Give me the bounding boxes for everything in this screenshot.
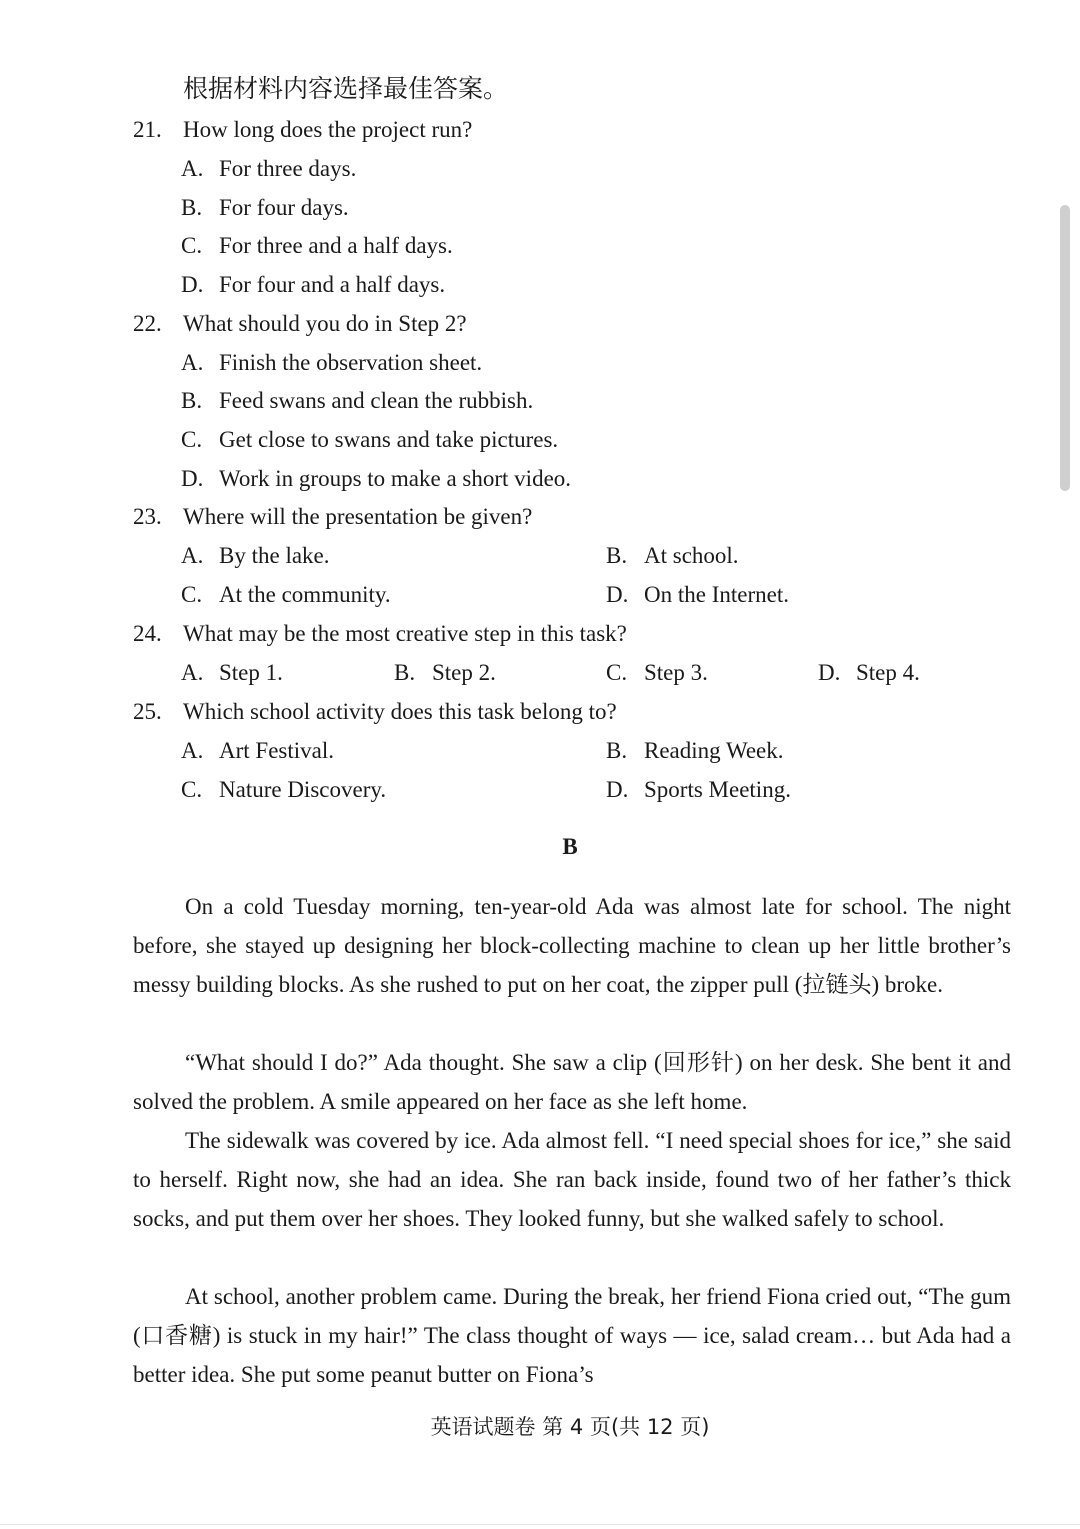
divider	[0, 1524, 1080, 1525]
option-22-b	[181, 386, 533, 416]
option-25-d	[606, 775, 791, 805]
question-text: How long does the project run?	[183, 117, 473, 142]
option-letter: A.	[181, 156, 204, 181]
option-letter: B.	[394, 660, 416, 685]
question-text: Where will the presentation be given?	[183, 504, 533, 529]
option-text: On the Internet.	[644, 582, 789, 607]
question-24	[133, 619, 627, 649]
question-21	[133, 115, 472, 145]
question-text: What may be the most creative step in this task?	[183, 621, 627, 646]
question-number: 25.	[133, 699, 162, 724]
question-number: 22.	[133, 311, 162, 336]
question-number: 23.	[133, 504, 162, 529]
question-number: 21.	[133, 117, 162, 142]
option-22-a	[181, 348, 482, 378]
option-21-b	[181, 193, 349, 223]
passage-paragraph-3: The sidewalk was covered by ice. Ada almost fell. “I need special shoes for ice,” she said to herself. Right now, she had an idea. She ran back inside, found two of her father’s thick socks, and put them over her shoes. They looked funny, but she walked safely to school.	[133, 1128, 1011, 1231]
option-21-d	[181, 270, 445, 300]
question-number: 24.	[133, 621, 162, 646]
option-25-b	[606, 736, 784, 766]
option-letter: C.	[181, 427, 203, 452]
option-21-a	[181, 154, 356, 184]
option-letter: B.	[181, 388, 203, 413]
option-text: Feed swans and clean the rubbish.	[219, 388, 534, 413]
option-24-d	[818, 658, 920, 688]
option-text: At the community.	[219, 582, 391, 607]
option-letter: A.	[181, 543, 204, 568]
option-text: Sports Meeting.	[644, 777, 791, 802]
option-letter: C.	[181, 777, 203, 802]
passage-paragraph-4: At school, another problem came. During the break, her friend Fiona cried out, “The gum (口香糖) is stuck in my hair!” The class thought of ways — ice, salad cream… but Ada had a better idea. She put some peanut butter on Fiona’s	[133, 1284, 1011, 1387]
option-text: Step 2.	[432, 660, 496, 685]
option-23-b	[606, 541, 739, 571]
option-letter: C.	[181, 233, 203, 258]
option-text: Nature Discovery.	[219, 777, 387, 802]
option-letter: C.	[606, 660, 628, 685]
option-23-d	[606, 580, 789, 610]
option-letter: B.	[181, 195, 203, 220]
section-title: B	[562, 834, 578, 859]
option-text: Reading Week.	[644, 738, 784, 763]
option-21-c	[181, 231, 453, 261]
option-text: Art Festival.	[219, 738, 334, 763]
option-letter: A.	[181, 738, 204, 763]
option-text: Step 4.	[856, 660, 920, 685]
option-letter: A.	[181, 660, 204, 685]
option-letter: D.	[181, 272, 204, 297]
option-text: Work in groups to make a short video.	[219, 466, 572, 491]
option-text: For three and a half days.	[219, 233, 453, 258]
question-22	[133, 309, 467, 339]
option-23-c	[181, 580, 391, 610]
option-letter: B.	[606, 543, 628, 568]
vertical-scrollbar[interactable]	[1060, 205, 1070, 491]
option-23-a	[181, 541, 330, 571]
option-22-d	[181, 464, 571, 494]
passage-paragraph-2: “What should I do?” Ada thought. She saw a clip (回形针) on her desk. She bent it and solved the problem. A smile appeared on her face as she left home.	[133, 1050, 1011, 1114]
option-letter: B.	[606, 738, 628, 763]
option-text: For four and a half days.	[219, 272, 446, 297]
option-24-b	[394, 658, 496, 688]
option-text: Finish the observation sheet.	[219, 350, 483, 375]
option-letter: D.	[606, 582, 629, 607]
option-letter: D.	[818, 660, 841, 685]
passage-paragraph-1: On a cold Tuesday morning, ten-year-old Ada was almost late for school. The night before, she stayed up designing her block-collecting machine to clean up her little brother’s messy building blocks. As she rushed to put on her coat, the zipper pull (拉链头) broke.	[133, 894, 1011, 997]
question-25	[133, 697, 617, 727]
option-text: Step 3.	[644, 660, 708, 685]
option-letter: A.	[181, 350, 204, 375]
option-letter: D.	[181, 466, 204, 491]
page-footer: 英语试题卷 第 4 页(共 12 页)	[430, 1415, 710, 1439]
option-text: For three days.	[219, 156, 357, 181]
option-letter: C.	[181, 582, 203, 607]
option-text: At school.	[644, 543, 739, 568]
option-text: Step 1.	[219, 660, 283, 685]
question-text: What should you do in Step 2?	[183, 311, 467, 336]
option-text: By the lake.	[219, 543, 330, 568]
option-letter: D.	[606, 777, 629, 802]
option-25-a	[181, 736, 334, 766]
option-text: For four days.	[219, 195, 349, 220]
option-24-a	[181, 658, 283, 688]
instruction-text: 根据材料内容选择最佳答案。	[183, 74, 509, 103]
question-23	[133, 502, 532, 532]
option-22-c	[181, 425, 558, 455]
option-text: Get close to swans and take pictures.	[219, 427, 559, 452]
option-24-c	[606, 658, 708, 688]
option-25-c	[181, 775, 386, 805]
question-text: Which school activity does this task belong to?	[183, 699, 617, 724]
